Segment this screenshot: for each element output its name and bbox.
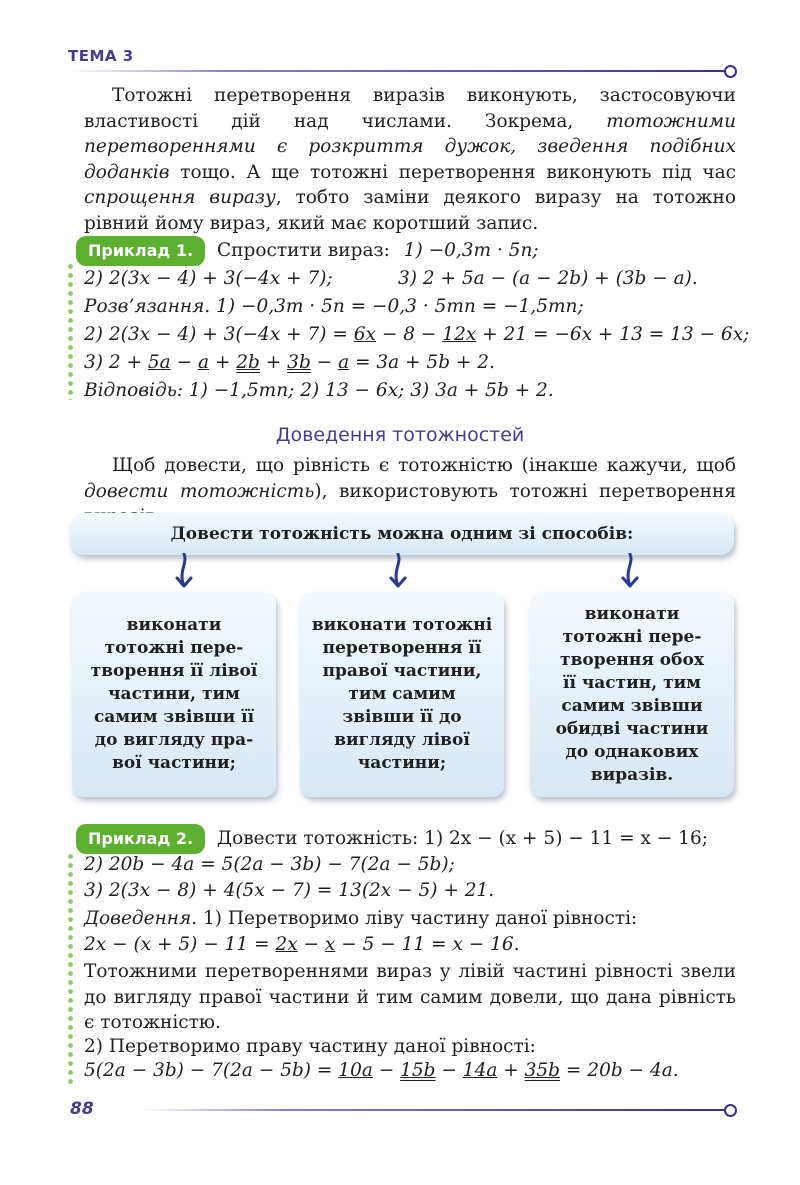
methods-banner: Довести тотожність можна одним зі способів: [70,513,734,555]
example2-eq2: 5(2a − 3b) − 7(2a − 5b) = 10a − 15b − 14a + 35b = 20b − 4a. [84,1060,679,1081]
example2-badge: Приклад 2. [76,824,205,854]
example2-dot-rule [68,852,73,1084]
header-rule-end-icon [724,65,737,78]
example2-item3: 3) 2(3x − 8) + 4(5x − 7) = 13(2x − 5) + 21. [84,880,495,901]
example2-step2: 2) Перетворимо праву частину даної рівності: [84,1036,536,1057]
arrow-down-icon [386,553,410,589]
intro-text-5: , тобто заміни деякого виразу на тотожно рівний йому вираз, який має коротший запис. [84,187,736,234]
header-rule [68,70,724,72]
example1-item2: 2) 2(3x − 4) + 3(−4x + 7); [84,268,333,289]
example2-conclusion: Тотожними перетвореннями вираз у лівій частині рівності звели до вигляду правої частини й тим самим довели, що дана рівність є тотожністю. [84,961,736,1033]
example1-badge: Приклад 1. [76,236,205,266]
arrow-down-icon [172,553,196,589]
example1-item3: 3) 2 + 5a − (a − 2b) + (3b − a). [398,268,698,289]
answer-label: Відповідь [84,380,177,401]
footer-rule [140,1109,724,1111]
method-box-left: виконати тотожні пере- творення її лівої частини, тим самим звівши її до вигляду пра- вої частини; [72,592,276,797]
intro-paragraph [84,83,736,236]
section-heading: Доведення тотожностей [275,424,525,446]
method-box-both: виконати тотожні пере- творення обох її частин, тим самим звівши обидві частини до однакових виразів. [530,592,734,797]
section-intro: Щоб довести, що рівність є тотожністю (інакше кажучи, щоб довести тотожність), використовують тотожні перетворення [84,455,736,502]
intro-text-3: тощо. А ще тотожні перетворення виконують під час [169,161,736,183]
example1-solution-line3: 3) 2 + 5a − a + 2b + 3b − a = 3a + 5b + 2. [84,352,495,373]
answer-text: : 1) −1,5mn; 2) 13 − 6x; 3) 3a + 5b + 2. [176,380,554,401]
solution-step1: 1) −0,3m · 5n = −0,3 · 5mn = −1,5mn; [216,296,584,317]
example1-task: Спростити вираз: [217,240,390,261]
example2-item2: 2) 20b − 4a = 5(2a − 3b) − 7(2a − 5b); [84,854,455,875]
intro-text-1: Тотожні перетворення виразів виконують, застосовуючи властивості дій над числами. Зокрема, [84,85,736,132]
solution-label: Розв’язання. [84,296,211,317]
example1-solution-line2: 2) 2(3x − 4) + 3(−4x + 7) = 6x − 8 − 12x + 21 = −6x + 13 = 13 − 6x; [84,324,750,345]
example2-task: Довести тотожність: 1) 2x − (x + 5) − 11 = x − 16; [217,828,708,849]
page-number: 88 [70,1099,94,1119]
intro-text-4: спрощення виразу [84,187,276,208]
example1-title-line [76,236,539,266]
arrow-down-icon [618,553,642,589]
topic-label: ТЕМА 3 [68,47,134,65]
example2-eq1: 2x − (x + 5) − 11 = 2x − x − 5 − 11 = x − 16. [84,934,520,955]
example1-dot-rule [68,262,73,400]
example2-title-line [76,824,708,854]
footer-rule-end-icon [724,1104,737,1117]
example1-solution-line1 [84,294,584,319]
proof-step1: 1) Перетворимо ліву частину даної рівності: [197,908,638,929]
example2-proof-line1 [84,906,637,931]
example1-item1: 1) −0,3m · 5n; [403,240,539,261]
example1-answer [84,378,554,403]
method-box-right: виконати тотожні перетворення її правої частини, тим самим звівши її до вигляду лівої частини; [300,592,504,797]
proof-label: Доведення. [84,908,198,929]
intro-text-2: тотожними перетвореннями є розкриття дужок, зведення подібних доданків [84,110,736,183]
